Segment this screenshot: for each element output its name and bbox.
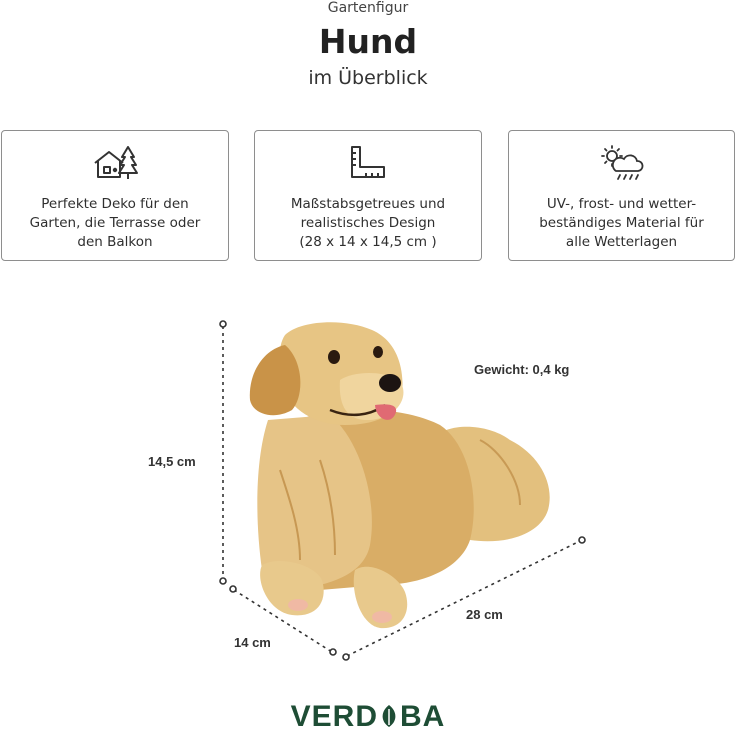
brand-logo-text-a: VERD (290, 700, 378, 733)
page-tagline: im Überblick (308, 67, 428, 89)
length-dimension-label: 28 cm (466, 607, 503, 622)
weight-label: Gewicht: 0,4 kg (474, 362, 570, 377)
brand-logo-text-b: BA (400, 700, 446, 733)
leaf-icon (378, 703, 400, 729)
product-category: Gartenfigur (327, 0, 409, 16)
brand-logo (0, 700, 736, 734)
feature-text-design: Maßstabsgetreues und realistisches Design (28 x 14 x 14,5 cm ) (290, 196, 446, 250)
page-title: Hund (318, 22, 418, 61)
height-dimension-label: 14,5 cm (148, 454, 196, 469)
depth-dimension-label: 14 cm (234, 635, 271, 650)
feature-text-material: UV-, frost- und wetter- beständiges Material für alle Wetterlagen (539, 196, 704, 250)
feature-text-deco: Perfekte Deko für den Garten, die Terrasse oder den Balkon (29, 196, 201, 250)
